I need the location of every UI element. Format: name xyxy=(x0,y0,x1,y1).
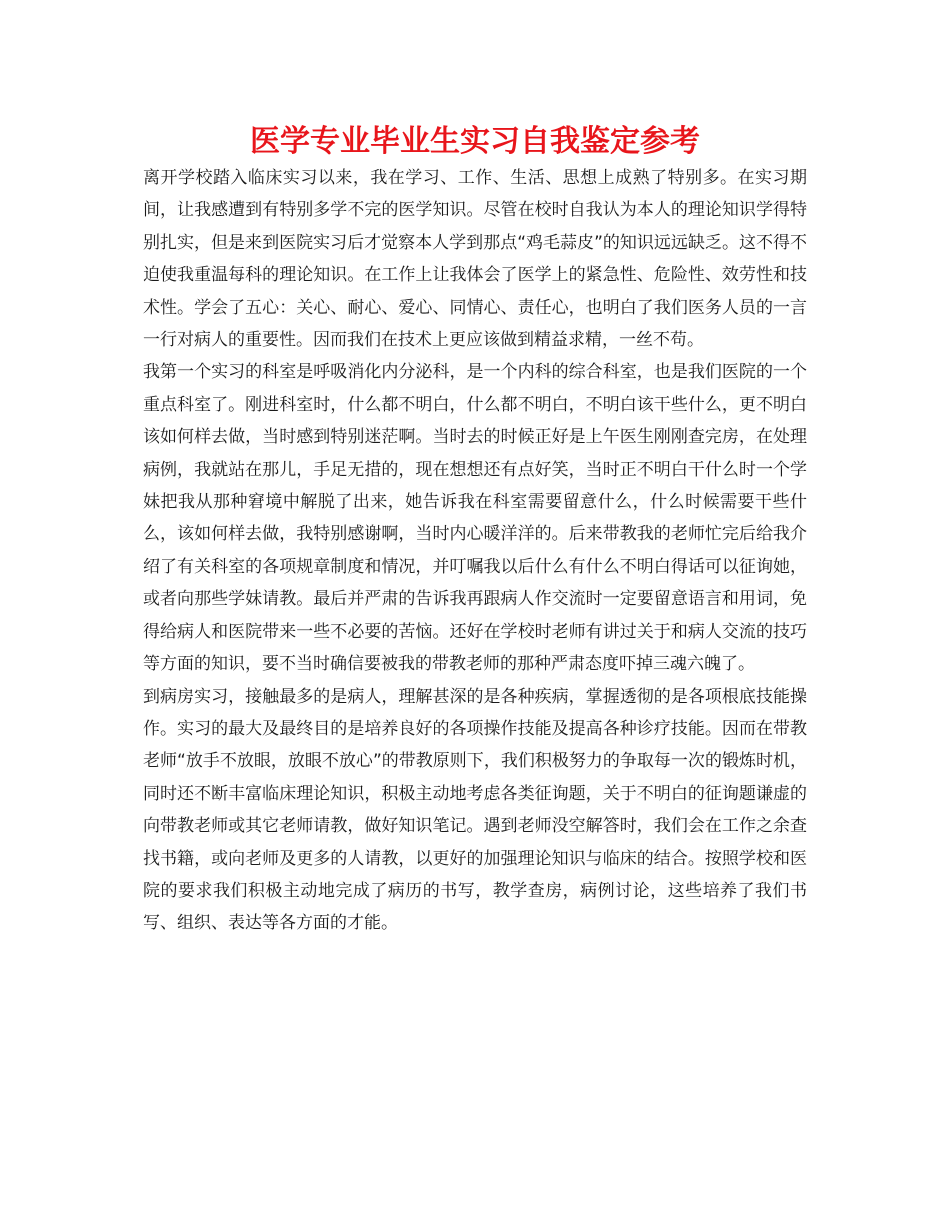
document-title: 医学专业毕业生实习自我鉴定参考 xyxy=(250,124,700,159)
document-body xyxy=(143,162,807,940)
paragraph-3: 到病房实习，接触最多的是病人，理解甚深的是各种疾病，掌握透彻的是各项根底技能操作。实习的最大及最终目的是培养良好的各项操作技能及提高各种诊疗技能。因而在带教老师“放手不放眼，放眼不放心”的带教原则下，我们积极努力的争取每一次的锻炼时机，同时还不断丰富临床理论知识，积极主动地考虑各类征询题，关于不明白的征询题谦虚的向带教老师或其它老师请教，做好知识笔记。遇到老师没空解答时，我们会在工作之余查找书籍，或向老师及更多的人请教，以更好的加强理论知识与临床的结合。按照学校和医院的要求我们积极主动地完成了病历的书写，教学查房，病例讨论，这些培养了我们书写、组织、表达等各方面的才能。 xyxy=(143,686,807,934)
paragraph-2: 我第一个实习的科室是呼吸消化内分泌科，是一个内科的综合科室，也是我们医院的一个重点科室了。刚进科室时，什么都不明白，什么都不明白，不明白该干些什么，更不明白该如何样去做，当时感到特别迷茫啊。当时去的时候正好是上午医生刚刚查完房，在处理病例，我就站在那儿，手足无措的，现在想想还有点好笑，当时正不明白干什么时一个学妹把我从那种窘境中解脱了出来，她告诉我在科室需要留意什么，什么时候需要干些什么，该如何样去做，我特别感谢啊，当时内心暖洋洋的。后来带教我的老师忙完后给我介绍了有关科室的各项规章制度和情况，并叮嘱我以后什么有什么不明白得话可以征询她，或者向那些学妹请教。最后并严肃的告诉我再跟病人作交流时一定要留意语言和用词，免得给病人和医院带来一些不必要的苦恼。还好在学校时老师有讲过关于和病人交流的技巧等方面的知识，要不当时确信要被我的带教老师的那种严肃态度吓掉三魂六魄了。 xyxy=(143,362,807,675)
paragraph-1: 离开学校踏入临床实习以来，我在学习、工作、生活、思想上成熟了特别多。在实习期间，让我感遭到有特别多学不完的医学知识。尽管在校时自我认为本人的理论知识学得特别扎实，但是来到医院实习后才觉察本人学到那点“鸡毛蒜皮”的知识远远缺乏。这不得不迫使我重温每科的理论知识。在工作上让我体会了医学上的紧急性、危险性、效劳性和技术性。学会了五心：关心、耐心、爱心、同情心、责任心，也明白了我们医务人员的一言一行对病人的重要性。因而我们在技术上更应该做到精益求精，一丝不苟。 xyxy=(143,168,807,351)
